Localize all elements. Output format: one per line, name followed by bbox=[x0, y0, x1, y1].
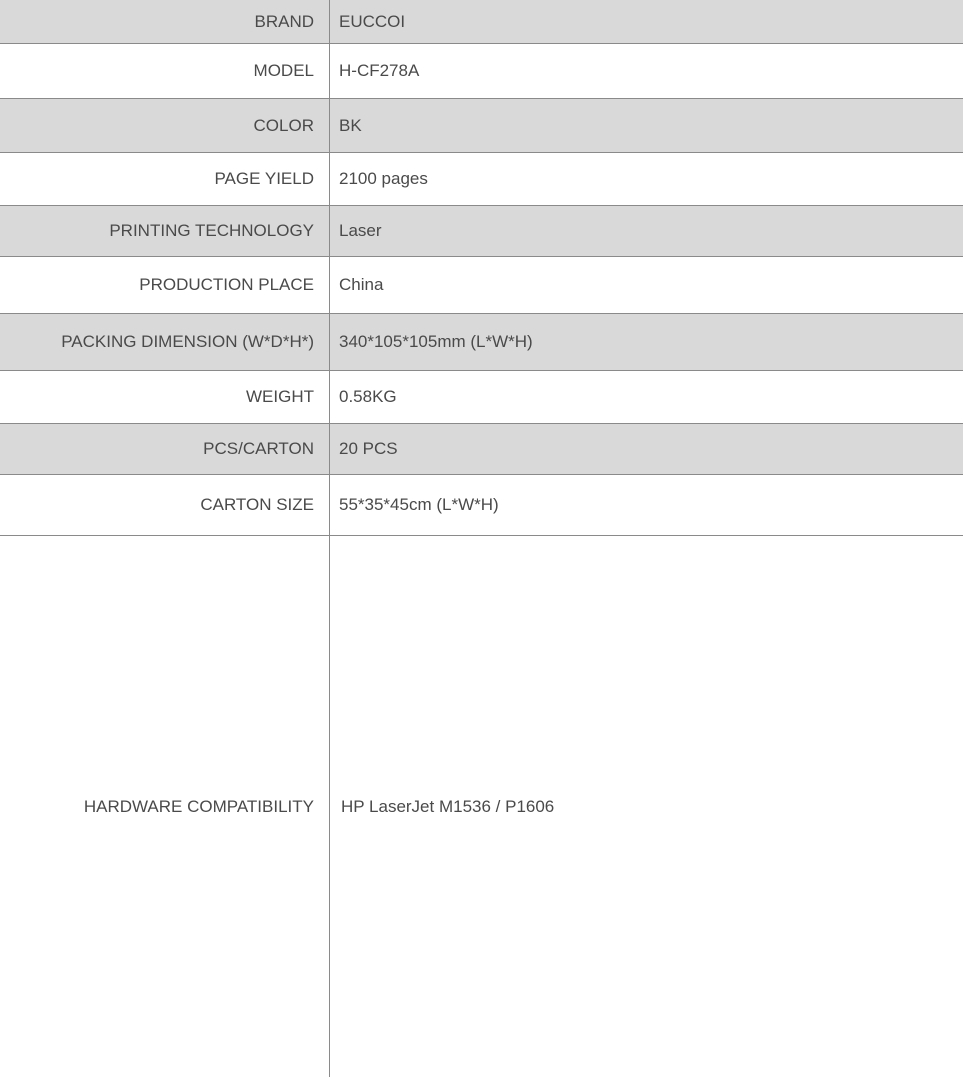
spec-row-hardware-compatibility bbox=[0, 536, 963, 1077]
spec-label-hardware-compatibility: HARDWARE COMPATIBILITY bbox=[83, 796, 314, 816]
spec-label-printing-technology: PRINTING TECHNOLOGY bbox=[109, 221, 314, 240]
spec-row-packing-dimension bbox=[0, 314, 963, 370]
spec-row-carton-size bbox=[0, 475, 963, 535]
spec-value-color: BK bbox=[339, 115, 362, 135]
spec-label-brand: BRAND bbox=[254, 11, 314, 31]
spec-value-hardware-compatibility: HP LaserJet M1536 / P1606 bbox=[341, 796, 555, 816]
spec-label-page-yield: PAGE YIELD bbox=[214, 169, 314, 188]
spec-value-brand: EUCCOI bbox=[339, 11, 406, 31]
spec-row-brand bbox=[0, 0, 963, 43]
spec-value-packing-dimension: 340*105*105mm (L*W*H) bbox=[339, 332, 533, 351]
spec-row-printing-technology bbox=[0, 206, 963, 256]
spec-row-pcs-carton bbox=[0, 424, 963, 474]
spec-value-weight: 0.58KG bbox=[339, 387, 397, 406]
spec-row-model bbox=[0, 44, 963, 98]
spec-label-color: COLOR bbox=[253, 115, 314, 135]
spec-row-page-yield bbox=[0, 153, 963, 205]
spec-label-carton-size: CARTON SIZE bbox=[200, 495, 314, 514]
spec-label-weight: WEIGHT bbox=[246, 387, 314, 406]
spec-value-carton-size: 55*35*45cm (L*W*H) bbox=[339, 495, 499, 514]
spec-label-production-place: PRODUCTION PLACE bbox=[139, 275, 314, 294]
spec-label-model: MODEL bbox=[253, 61, 314, 80]
spec-value-pcs-carton: 20 PCS bbox=[339, 439, 398, 458]
spec-value-production-place: China bbox=[339, 275, 384, 294]
spec-row-color bbox=[0, 99, 963, 152]
spec-row-weight bbox=[0, 371, 963, 423]
spec-value-page-yield: 2100 pages bbox=[339, 169, 428, 188]
spec-label-pcs-carton: PCS/CARTON bbox=[203, 439, 314, 458]
spec-row-production-place bbox=[0, 257, 963, 313]
spec-value-model: H-CF278A bbox=[339, 61, 420, 80]
spec-label-packing-dimension: PACKING DIMENSION (W*D*H*) bbox=[61, 332, 314, 351]
column-divider bbox=[329, 0, 330, 1077]
spec-value-printing-technology: Laser bbox=[339, 221, 382, 240]
